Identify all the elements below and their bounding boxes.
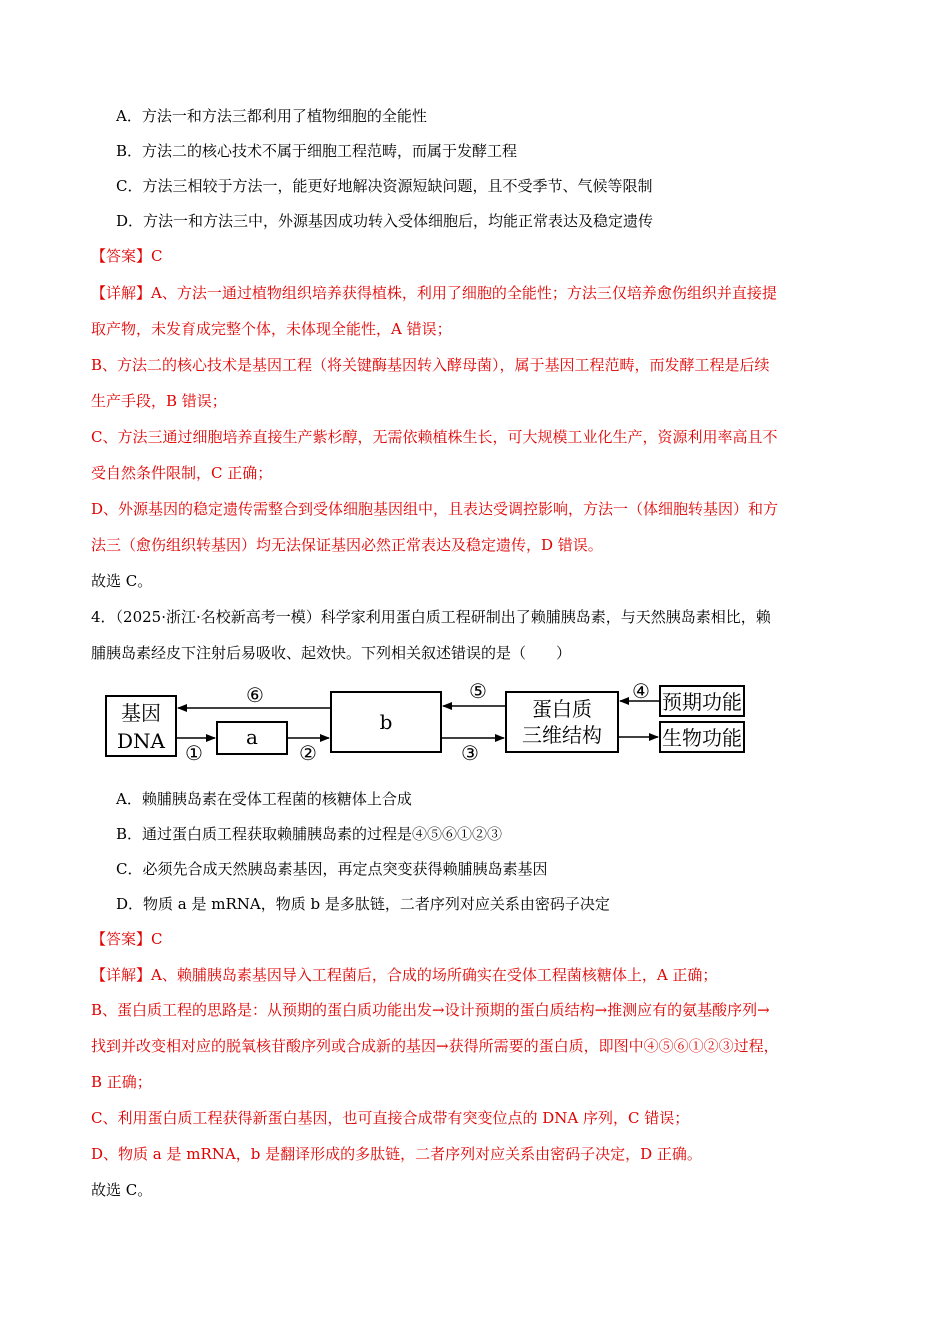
circle-label-5: ⑤ [469,679,487,703]
q3-option-d: D．方法一和方法三中，外源基因成功转入受体细胞后，均能正常表达及稳定遗传 [116,212,654,230]
q4-stem-line: 4．（2025·浙江·名校新高考一模）科学家利用蛋白质工程研制出了赖脯胰岛素，与天然胰岛素相比，赖 [91,608,771,626]
box-protein-structure [506,692,618,752]
q3-option-b: B．方法二的核心技术不属于细胞工程范畴，而属于发酵工程 [116,142,518,160]
circle-label-6: ⑥ [246,683,264,707]
box-protein-line2: 三维结构 [522,723,602,747]
box-biological-function [660,722,744,752]
q3-detail-line: D、外源基因的稳定遗传需整合到受体细胞基因组中，且表达受调控影响，方法一（体细胞转基因）和方 [91,500,779,518]
q4-conclusion: 故选 C。 [91,1181,153,1199]
box-b-label: b [379,710,393,734]
q4-detail-line: 找到并改变相对应的脱氧核苷酸序列或合成新的基因→获得所需要的蛋白质，即图中④⑤⑥①②③过程， [91,1037,779,1055]
box-gene-line2: DNA [117,729,165,753]
q3-answer: 【答案】C [91,247,163,265]
q3-detail-line: C、方法三通过细胞培养直接生产紫杉醇，无需依赖植株生长，可大规模工业化生产，资源利用率高且不 [91,428,778,446]
q4-detail-line: D、物质 a 是 mRNA，b 是翻译形成的多肽链，二者序列对应关系由密码子决定，D 正确。 [91,1145,702,1163]
q4-answer: 【答案】C [91,930,163,948]
q4-option-d: D．物质 a 是 mRNA，物质 b 是多肽链，二者序列对应关系由密码子决定 [116,895,610,913]
q3-conclusion: 故选 C。 [91,572,153,590]
q3-detail-line: 【详解】A、方法一通过植物组织培养获得植株，利用了细胞的全能性；方法三仅培养愈伤组织并直接提 [91,284,777,302]
q3-detail-line: 受自然条件限制，C 正确； [91,464,273,482]
q4-detail-line: 【详解】A、赖脯胰岛素基因导入工程菌后，合成的场所确实在受体工程菌核糖体上，A 正确； [91,966,718,984]
q4-detail-line: C、利用蛋白质工程获得新蛋白基因，也可直接合成带有突变位点的 DNA 序列，C 错误； [91,1109,690,1127]
box-a [217,722,287,754]
q3-detail-line: 生产手段，B 错误； [91,392,227,410]
box-protein-line1: 蛋白质 [532,697,592,721]
q4-option-a: A．赖脯胰岛素在受体工程菌的核糖体上合成 [116,790,412,808]
q3-option-a: A．方法一和方法三都利用了植物细胞的全能性 [116,107,427,125]
box-bio-label: 生物功能 [662,726,742,750]
box-gene-line1: 基因 [121,701,161,725]
box-gene-dna [106,696,176,756]
q3-detail-line: B、方法二的核心技术是基因工程（将关键酶基因转入酵母菌），属于基因工程范畴，而发酵工程是后续 [91,356,770,374]
q4-detail-line: B、蛋白质工程的思路是：从预期的蛋白质功能出发→设计预期的蛋白质结构→推测应有的氨基酸序列→ [91,1001,770,1019]
box-expected-label: 预期功能 [662,690,742,714]
q4-option-c: C．必须先合成天然胰岛素基因，再定点突变获得赖脯胰岛素基因 [116,860,548,878]
circle-label-4: ④ [632,679,650,703]
q3-detail-line: 取产物，未发育成完整个体，未体现全能性，A 错误； [91,320,452,338]
box-b [331,692,441,752]
circle-label-2: ② [299,741,317,765]
q3-option-c: C．方法三相较于方法一，能更好地解决资源短缺问题，且不受季节、气候等限制 [116,177,653,195]
protein-engineering-diagram [100,676,750,768]
box-expected-function [660,686,744,716]
q4-option-b: B．通过蛋白质工程获取赖脯胰岛素的过程是④⑤⑥①②③ [116,825,503,843]
q3-detail-line: 法三（愈伤组织转基因）均无法保证基因必然正常表达及稳定遗传，D 错误。 [91,536,603,554]
q4-stem-line: 脯胰岛素经皮下注射后易吸收、起效快。下列相关叙述错误的是（ ） [91,644,572,662]
q4-detail-line: B 正确； [91,1073,152,1091]
circle-label-1: ① [185,741,203,765]
circle-label-3: ③ [461,741,479,765]
box-a-label: a [246,725,258,749]
